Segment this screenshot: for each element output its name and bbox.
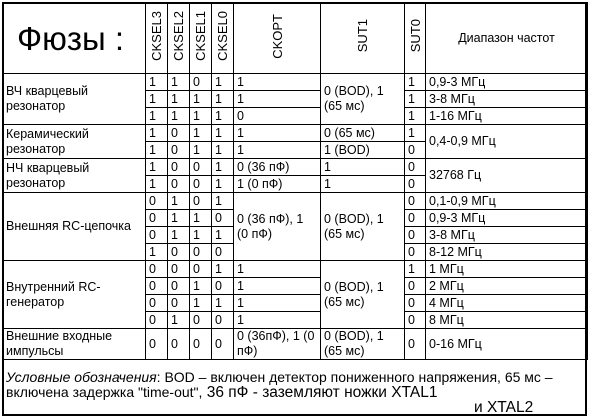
sut0-cell: 1 xyxy=(405,108,426,125)
cksel1-cell: 1 xyxy=(190,108,212,125)
cksel1-cell: 1 xyxy=(190,227,212,244)
sut0-cell: 0 xyxy=(405,312,426,329)
cksel2-cell: 0 xyxy=(168,278,190,295)
cksel2-cell: 1 xyxy=(168,74,190,91)
cksel0-cell: 1 xyxy=(212,227,234,244)
freq-cell: 0,4-0,9 МГц xyxy=(426,125,588,159)
sut0-cell: 1 xyxy=(405,261,426,278)
cksel1-cell: 1 xyxy=(190,125,212,142)
cksel2-cell: 1 xyxy=(168,193,190,210)
cksel2-cell: 0 xyxy=(168,329,190,360)
cksel0-cell: 1 xyxy=(212,74,234,91)
cksel1-cell: 1 xyxy=(190,278,212,295)
sut0-cell: 0 xyxy=(405,142,426,159)
cksel0-cell: 0 xyxy=(212,244,234,261)
freq-cell: 2 МГц xyxy=(426,278,588,295)
cksel3-cell: 0 xyxy=(146,312,168,329)
cksel2-cell: 0 xyxy=(168,125,190,142)
cksel3-cell: 1 xyxy=(146,142,168,159)
cksel2-cell: 1 xyxy=(168,108,190,125)
cksel0-cell: 1 xyxy=(212,108,234,125)
freq-cell: 0,9-3 МГц xyxy=(426,210,588,227)
cksel1-cell: 0 xyxy=(190,244,212,261)
ckopt-cell: 1 xyxy=(234,91,321,108)
sut0-cell: 0 xyxy=(405,210,426,227)
cksel2-cell: 0 xyxy=(168,244,190,261)
cksel0-cell: 1 xyxy=(212,159,234,176)
cksel2-cell: 1 xyxy=(168,210,190,227)
cksel3-cell: 1 xyxy=(146,125,168,142)
cksel0-cell: 1 xyxy=(212,193,234,210)
header-freq: Диапазон частот xyxy=(426,3,588,74)
cksel0-cell: 0 xyxy=(212,329,234,360)
group-name-cell: Керамический резонатор xyxy=(3,125,146,159)
header-cksel1: CKSEL1 xyxy=(190,3,212,74)
cksel0-cell: 1 xyxy=(212,295,234,312)
sut0-cell: 0 xyxy=(405,159,426,176)
freq-cell: 8 МГц xyxy=(426,312,588,329)
sut0-cell: 0 xyxy=(405,244,426,261)
freq-cell: 4 МГц xyxy=(426,295,588,312)
sut1-cell: 1 xyxy=(321,159,405,176)
cksel1-cell: 1 xyxy=(190,142,212,159)
cksel1-cell: 1 xyxy=(190,295,212,312)
cksel3-cell: 0 xyxy=(146,278,168,295)
header-cksel2: CKSEL2 xyxy=(168,3,190,74)
freq-cell: 32768 Гц xyxy=(426,159,588,193)
cksel3-cell: 1 xyxy=(146,244,168,261)
cksel1-cell: 0 xyxy=(190,312,212,329)
table-row xyxy=(3,159,588,176)
ckopt-cell: 1 xyxy=(234,261,321,278)
cksel1-cell: 1 xyxy=(190,91,212,108)
sut0-cell: 0 xyxy=(405,193,426,210)
group-name-cell: Внутренний RC-генератор xyxy=(3,261,146,329)
header-sut1: SUT1 xyxy=(321,3,405,74)
notes-label: Условные обозначения xyxy=(6,369,157,385)
sut1-cell: 0 (65 мс) xyxy=(321,125,405,142)
ckopt-cell: 1 xyxy=(234,278,321,295)
sut0-cell: 0 xyxy=(405,227,426,244)
sut0-cell: 1 xyxy=(405,125,426,142)
cksel0-cell: 1 xyxy=(212,91,234,108)
cksel0-cell: 1 xyxy=(212,125,234,142)
sut1-cell: 0 (BOD), 1 (65 мс) xyxy=(321,74,405,125)
ckopt-cell: 1 (0 пФ) xyxy=(234,176,321,193)
group-name-cell: ВЧ кварцевый резонатор xyxy=(3,74,146,125)
cksel3-cell: 0 xyxy=(146,193,168,210)
freq-cell: 1 МГц xyxy=(426,261,588,278)
cksel2-cell: 0 xyxy=(168,261,190,278)
header-cksel3: CKSEL3 xyxy=(146,3,168,74)
notes-xtal: 36 пФ - заземляют ножки XTAL1 xyxy=(202,384,438,401)
table-row xyxy=(3,74,588,91)
cksel3-cell: 0 xyxy=(146,295,168,312)
header-ckopt: CKOPT xyxy=(234,3,321,74)
freq-cell: 3-8 МГц xyxy=(426,227,588,244)
freq-cell: 0,9-3 МГц xyxy=(426,74,588,91)
group-name-cell: НЧ кварцевый резонатор xyxy=(3,159,146,193)
table-row xyxy=(3,125,588,142)
cksel1-cell: 1 xyxy=(190,210,212,227)
sut1-cell: 1 (BOD) xyxy=(321,142,405,159)
cksel0-cell: 1 xyxy=(212,261,234,278)
group-name-cell: Внешние входные импульсы xyxy=(3,329,146,360)
sut0-cell: 0 xyxy=(405,176,426,193)
sut0-cell: 0 xyxy=(405,329,426,360)
cksel2-cell: 0 xyxy=(168,159,190,176)
cksel0-cell: 0 xyxy=(212,278,234,295)
group-name-cell: Внешняя RC-цепочка xyxy=(3,193,146,261)
sut1-cell: 0 (BOD), 1 (65 мс) xyxy=(321,193,405,261)
fuse-table xyxy=(2,2,588,360)
cksel2-cell: 0 xyxy=(168,176,190,193)
cksel3-cell: 0 xyxy=(146,329,168,360)
freq-cell: 3-8 МГц xyxy=(426,91,588,108)
header-cksel0: CKSEL0 xyxy=(212,3,234,74)
table-row xyxy=(3,193,588,210)
cksel1-cell: 0 xyxy=(190,74,212,91)
ckopt-cell: 1 xyxy=(234,142,321,159)
cksel2-cell: 1 xyxy=(168,227,190,244)
freq-cell: 1-16 МГц xyxy=(426,108,588,125)
sut1-cell: 0 (BOD), 1 (65 мс) xyxy=(321,329,405,360)
sut0-cell: 0 xyxy=(405,295,426,312)
cksel2-cell: 1 xyxy=(168,312,190,329)
cksel2-cell: 1 xyxy=(168,91,190,108)
header-sut0: SUT0 xyxy=(405,3,426,74)
cksel3-cell: 1 xyxy=(146,74,168,91)
sut1-cell: 0 (BOD), 1 (65 мс) xyxy=(321,261,405,329)
table-row xyxy=(3,329,588,360)
cksel3-cell: 1 xyxy=(146,176,168,193)
sut0-cell: 0 xyxy=(405,278,426,295)
cksel3-cell: 0 xyxy=(146,210,168,227)
cksel3-cell: 0 xyxy=(146,227,168,244)
cksel0-cell: 0 xyxy=(212,210,234,227)
ckopt-cell: 1 xyxy=(234,295,321,312)
ckopt-cell: 1 xyxy=(234,125,321,142)
freq-cell: 0-16 МГц xyxy=(426,329,588,360)
cksel1-cell: 0 xyxy=(190,261,212,278)
cksel3-cell: 1 xyxy=(146,108,168,125)
cksel0-cell: 1 xyxy=(212,176,234,193)
cksel3-cell: 1 xyxy=(146,91,168,108)
page-title: Фюзы : xyxy=(3,3,146,74)
sut0-cell: 1 xyxy=(405,74,426,91)
ckopt-cell: 1 xyxy=(234,74,321,91)
sut0-cell: 1 xyxy=(405,91,426,108)
cksel2-cell: 0 xyxy=(168,142,190,159)
freq-cell: 0,1-0,9 МГц xyxy=(426,193,588,210)
notes-text: : BOD – включен детектор пониженного напряжения, 65 мс – включена задержка "time-out", xyxy=(6,369,553,400)
header-row xyxy=(3,3,588,74)
ckopt-cell: 1 xyxy=(234,312,321,329)
cksel1-cell: 0 xyxy=(190,159,212,176)
cksel0-cell: 1 xyxy=(212,142,234,159)
cksel1-cell: 0 xyxy=(190,193,212,210)
cksel2-cell: 0 xyxy=(168,295,190,312)
freq-cell: 8-12 МГц xyxy=(426,244,588,261)
ckopt-cell: 0 (36 пФ) xyxy=(234,159,321,176)
cksel0-cell: 0 xyxy=(212,312,234,329)
legend-notes xyxy=(6,369,582,416)
cksel1-cell: 0 xyxy=(190,329,212,360)
cksel3-cell: 1 xyxy=(146,159,168,176)
table-body xyxy=(3,74,588,360)
ckopt-cell: 0 (36 пФ), 1 (0 пФ) xyxy=(234,193,321,261)
cksel3-cell: 0 xyxy=(146,261,168,278)
table-row xyxy=(3,261,588,278)
cksel1-cell: 0 xyxy=(190,176,212,193)
sut1-cell: 1 xyxy=(321,176,405,193)
notes-xtal2: и XTAL2 xyxy=(474,399,534,416)
ckopt-cell: 0 xyxy=(234,108,321,125)
ckopt-cell: 0 (36пФ), 1 (0 пФ) xyxy=(234,329,321,360)
